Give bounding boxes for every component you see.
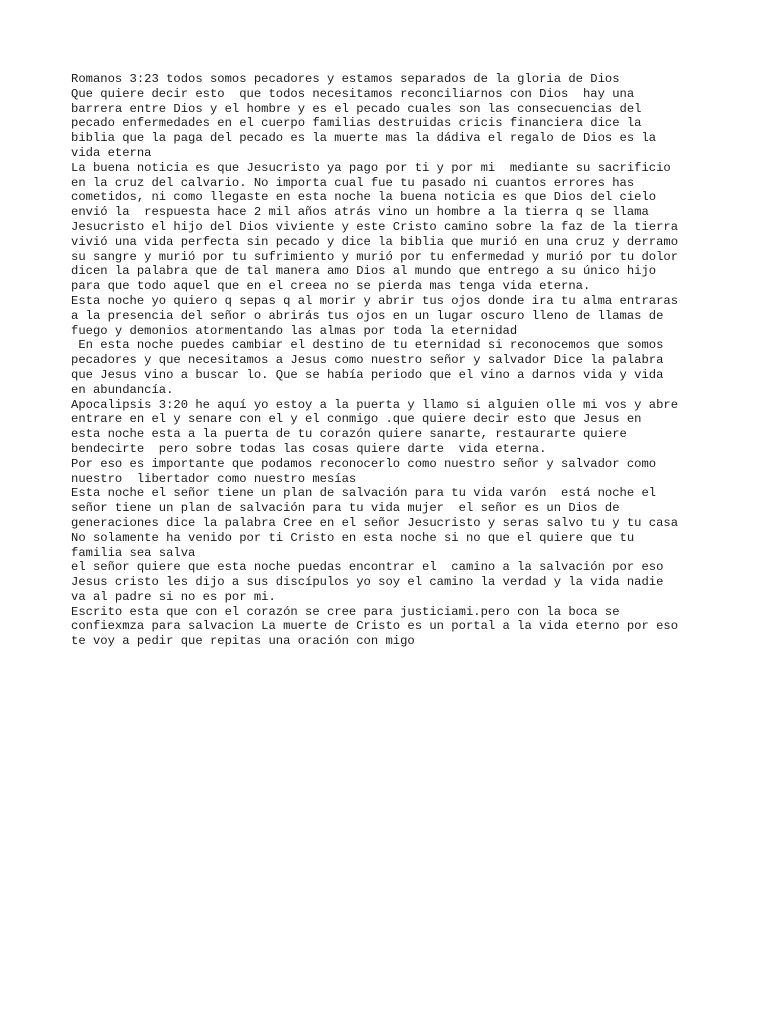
text-line: cometidos, ni como llegaste en esta noche la buena noticia es que Dios del cielo	[71, 190, 657, 205]
text-line: vida eterna	[71, 145, 152, 160]
text-line: va al padre si no es por mi.	[71, 589, 276, 604]
text-line: vivió una vida perfecta sin pecado y dice la biblia que murió en una cruz y derramo	[71, 234, 679, 249]
text-line: Apocalipsis 3:20 he aquí yo estoy a la puerta y llamo si alguien olle mi vos y abre	[71, 397, 679, 412]
text-line: Jesucristo el hijo del Dios viviente y este Cristo camino sobre la faz de la tierra	[71, 219, 679, 234]
text-line: biblia que la paga del pecado es la muerte mas la dádiva el regalo de Dios es la	[71, 131, 657, 146]
text-line: entrare en el y senare con el y el conmigo .que quiere decir esto que Jesus en	[71, 412, 642, 427]
text-line: su sangre y murió por tu sufrimiento y murió por tu enfermedad y murió por tu dolor	[71, 249, 679, 264]
text-line: La buena noticia es que Jesucristo ya pago por ti y por mi mediante su sacrificio	[71, 160, 671, 175]
text-line: Esta noche yo quiero q sepas q al morir y abrir tus ojos donde ira tu alma entraras	[71, 293, 679, 308]
text-line: en la cruz del calvario. No importa cual fue tu pasado ni cuantos errores has	[71, 175, 635, 190]
text-line: el señor quiere que esta noche puedas encontrar el camino a la salvación por eso	[71, 560, 664, 575]
text-line: te voy a pedir que repitas una oración con migo	[71, 634, 415, 649]
text-line: barrera entre Dios y el hombre y es el pecado cuales son las consecuencias del	[71, 101, 642, 116]
document-body-text	[71, 72, 711, 649]
text-line: bendecirte pero sobre todas las cosas quiere darte vida eterna.	[71, 441, 547, 456]
text-line: generaciones dice la palabra Cree en el señor Jesucristo y seras salvo tu y tu casa	[71, 515, 679, 530]
text-line: que Jesus vino a buscar lo. Que se había periodo que el vino a darnos vida y vida	[71, 367, 664, 382]
text-line: señor tiene un plan de salvación para tu vida mujer el señor es un Dios de	[71, 501, 620, 516]
text-line: pecado enfermedades en el cuerpo familias destruidas cricis financiera dice la	[71, 116, 642, 131]
text-line: dicen la palabra que de tal manera amo Dios al mundo que entrego a su único hijo	[71, 264, 657, 279]
text-line: Que quiere decir esto que todos necesitamos reconciliarnos con Dios hay una	[71, 86, 635, 101]
text-line: No solamente ha venido por ti Cristo en esta noche si no que el quiere que tu	[71, 530, 635, 545]
text-line: confiexmza para salvacion La muerte de Cristo es un portal a la vida eterno por eso	[71, 619, 679, 634]
text-line: en abundancía.	[71, 382, 174, 397]
text-line: para que todo aquel que en el creea no se pierda mas tenga vida eterna.	[71, 279, 591, 294]
text-line: Esta noche el señor tiene un plan de salvación para tu vida varón está noche el	[71, 486, 657, 501]
text-line: Jesus cristo les dijo a sus discípulos yo soy el camino la verdad y la vida nadie	[71, 575, 664, 590]
text-line: pecadores y que necesitamos a Jesus como nuestro señor y salvador Dice la palabra	[71, 353, 664, 368]
text-line: familia sea salva	[71, 545, 196, 560]
text-line: Por eso es importante que podamos reconocerlo como nuestro señor y salvador como	[71, 456, 657, 471]
text-line: esta noche esta a la puerta de tu corazón quiere sanarte, restaurarte quiere	[71, 427, 627, 442]
text-line: Escrito esta que con el corazón se cree para justiciami.pero con la boca se	[71, 604, 620, 619]
text-line: nuestro libertador como nuestro mesías	[71, 471, 357, 486]
text-line: Romanos 3:23 todos somos pecadores y estamos separados de la gloria de Dios	[71, 72, 620, 86]
text-line: envió la respuesta hace 2 mil años atrás vino un hombre a la tierra q se llama	[71, 205, 649, 220]
text-line: a la presencia del señor o abrirás tus ojos en un lugar oscuro lleno de llamas de	[71, 308, 664, 323]
text-line: fuego y demonios atormentando las almas por toda la eternidad	[71, 323, 518, 338]
text-line: En esta noche puedes cambiar el destino de tu eternidad si reconocemos que somos	[71, 338, 664, 353]
